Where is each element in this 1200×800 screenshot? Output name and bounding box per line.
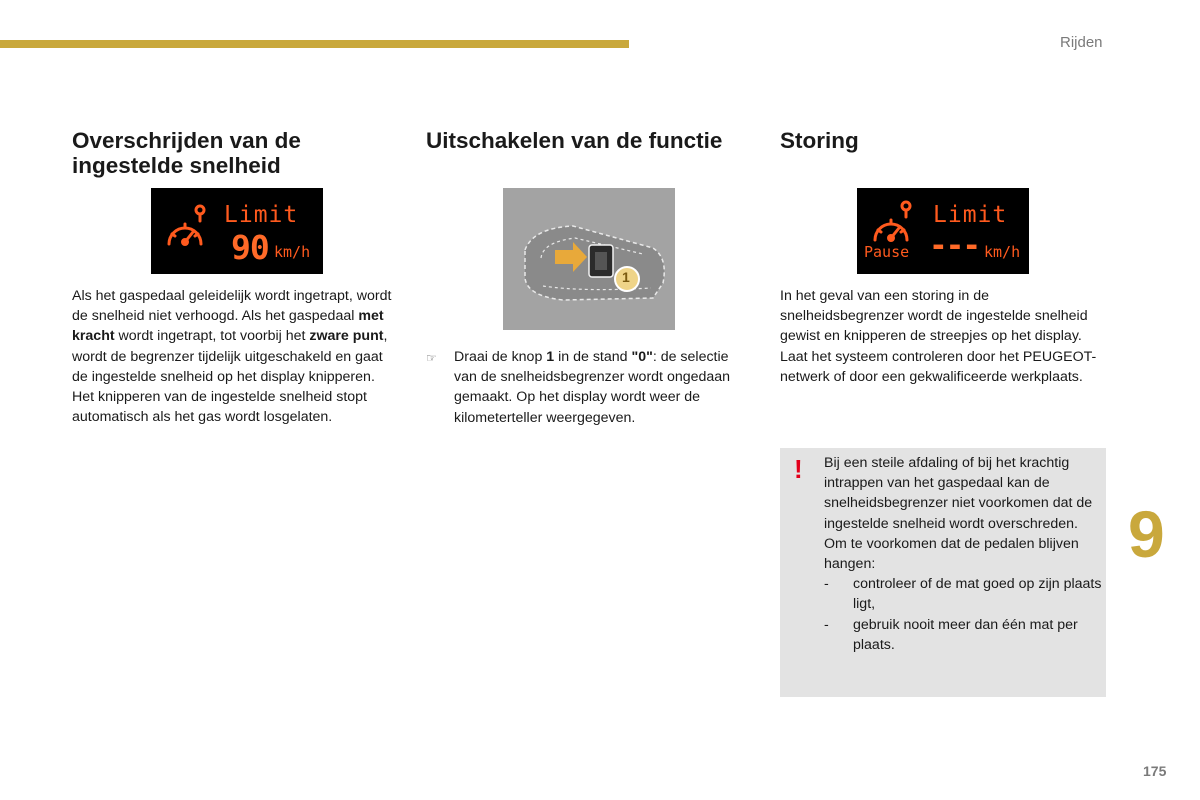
column-overschrijden — [72, 128, 402, 178]
instruction-text — [454, 347, 754, 428]
text-segment: Als het gaspedaal geleidelijk wordt ingetrapt, wordt de snelheid niet verhoogd. Als het gaspedaal — [72, 288, 392, 325]
header-accent-bar — [0, 40, 629, 48]
page-number: 175 — [1143, 763, 1167, 779]
display-unit: km/h — [984, 243, 1021, 261]
text-segment: In het geval van een storing in de snelheidsbegrenzer wordt de ingestelde snelheid gewist en knipperen de streepjes op het display. — [780, 288, 1088, 345]
dash-marker: - — [824, 616, 829, 633]
display-limit-label: Limit — [224, 202, 299, 228]
display-pause-label: Pause — [864, 243, 910, 261]
text-segment: Het knipperen van de ingestelde snelheid stopt automatisch als het gas wordt losgelaten. — [72, 389, 367, 426]
text-segment: Laat het systeem controleren door het PEUGEOT-netwerk of door een gekwalificeerde werkplaats. — [780, 348, 1097, 385]
column-uitschakelen — [426, 128, 756, 153]
list-item-text: gebruik nooit meer dan één mat per plaats. — [853, 616, 1078, 653]
list-item — [824, 615, 1102, 655]
warning-icon: ! — [794, 454, 803, 484]
display-speed: 90 — [231, 228, 269, 267]
photo-control-stalk — [503, 188, 675, 330]
section-label: Rijden — [1060, 34, 1103, 51]
text-bold: "0" — [631, 349, 653, 365]
display-limit-pause — [857, 188, 1029, 274]
text-segment: Draai de knop — [454, 349, 547, 365]
paragraph-storing — [780, 286, 1110, 387]
text-segment: in de stand — [554, 349, 632, 365]
warning-paragraph: Om te voorkomen dat de pedalen blijven hangen: — [824, 535, 1079, 573]
warning-box — [780, 448, 1106, 697]
text-bold: 1 — [546, 349, 555, 365]
column-storing — [780, 128, 1110, 153]
text-bold: zware punt — [309, 328, 384, 345]
paragraph-overschrijden — [72, 286, 402, 427]
text-segment: : de selectie van de snelheidsbegrenzer wordt ongedaan gemaakt. Op het display wordt weer de kilometerteller weergegeven. — [454, 349, 731, 426]
dash-marker: - — [824, 576, 829, 593]
callout-number: 1 — [622, 269, 630, 285]
chapter-number: 9 — [1128, 497, 1165, 571]
text-segment: wordt ingetrapt, tot voorbij het — [114, 328, 310, 345]
text-segment: , wordt de begrenzer tijdelijk uitgeschakeld en gaat de ingestelde snelheid op het display knipperen. — [72, 328, 388, 385]
warning-text — [824, 453, 1102, 655]
heading-overschrijden: Overschrijden van de ingestelde snelheid — [72, 128, 301, 178]
thumbwheel-icon — [503, 188, 675, 330]
heading-storing: Storing — [780, 128, 859, 153]
display-unit: km/h — [274, 243, 311, 261]
display-limit-90 — [151, 188, 323, 274]
display-speed-dashes: --- — [929, 228, 979, 264]
list-item-text: controleer of de mat goed op zijn plaats ligt, — [853, 576, 1102, 613]
display-limit-label: Limit — [933, 202, 1008, 228]
text-bold: met kracht — [72, 308, 384, 345]
heading-uitschakelen: Uitschakelen van de functie — [426, 128, 723, 153]
list-item — [824, 574, 1102, 614]
pointing-hand-icon: ☞ — [426, 351, 437, 365]
warning-paragraph: Bij een steile afdaling of bij het krachtig intrappen van het gaspedaal kan de snelheidsbegrenzer niet voorkomen dat de ingestelde snelheid wordt overschreden. — [824, 455, 1093, 532]
